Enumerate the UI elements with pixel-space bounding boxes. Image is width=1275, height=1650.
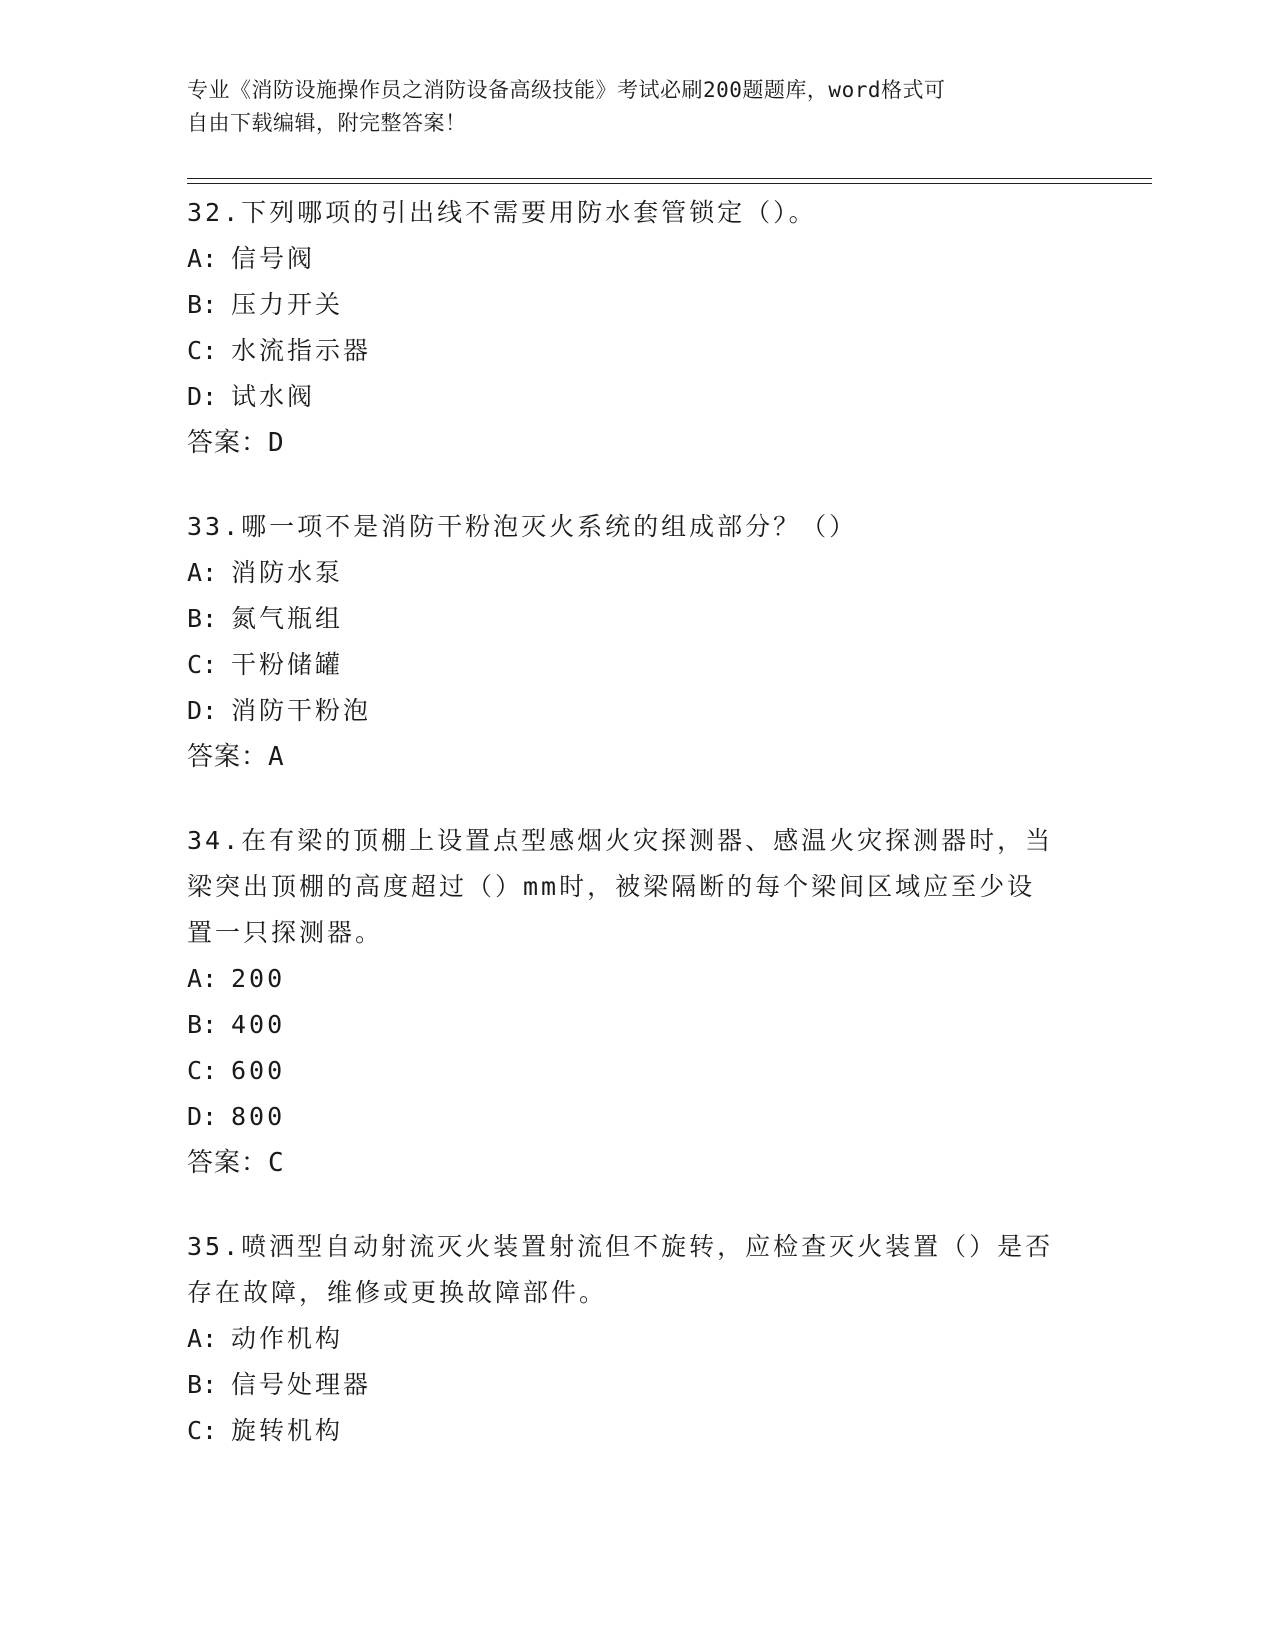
option-letter: D: <box>187 382 218 411</box>
option-text: 消防干粉泡 <box>231 696 372 725</box>
option-letter: C: <box>187 336 218 365</box>
question-32 <box>187 190 1067 466</box>
option-b <box>187 282 1067 328</box>
option-c <box>187 1408 1067 1454</box>
option-d <box>187 1094 1067 1140</box>
option-d <box>187 374 1067 420</box>
option-b <box>187 1002 1067 1048</box>
question-text-continued: 置一只探测器。 <box>187 918 384 947</box>
question-33 <box>187 504 1067 780</box>
answer-line: 答案：D <box>187 428 285 458</box>
option-a <box>187 236 1067 282</box>
option-letter: C: <box>187 650 218 679</box>
option-text: 干粉储罐 <box>231 650 344 679</box>
option-b <box>187 596 1067 642</box>
header-divider-top <box>187 178 1152 179</box>
question-34 <box>187 818 1067 1186</box>
option-d <box>187 688 1067 734</box>
option-letter: A: <box>187 244 218 273</box>
option-text: 信号处理器 <box>231 1370 372 1399</box>
option-text: 动作机构 <box>231 1324 344 1353</box>
header-divider-bottom <box>187 183 1152 184</box>
question-list <box>187 190 1067 1492</box>
option-text: 消防水泵 <box>231 558 344 587</box>
question-text-continued: 梁突出顶棚的高度超过（）mm时，被梁隔断的每个梁间区域应至少设 <box>187 872 1036 901</box>
option-letter: C: <box>187 1416 218 1445</box>
option-letter: B: <box>187 1010 218 1039</box>
question-text: 34.在有梁的顶棚上设置点型感烟火灾探测器、感温火灾探测器时，当 <box>187 826 1054 855</box>
header-intro-line-1: 专业《消防设施操作员之消防设备高级技能》考试必刷200题题库，word格式可 <box>187 78 946 102</box>
option-text: 压力开关 <box>231 290 344 319</box>
option-letter: D: <box>187 1102 218 1131</box>
option-b <box>187 1362 1067 1408</box>
option-letter: A: <box>187 558 218 587</box>
question-35 <box>187 1224 1067 1454</box>
option-c <box>187 1048 1067 1094</box>
option-a <box>187 550 1067 596</box>
option-a <box>187 1316 1067 1362</box>
question-text: 33.哪一项不是消防干粉泡灭火系统的组成部分？（） <box>187 512 858 541</box>
option-c <box>187 328 1067 374</box>
option-c <box>187 642 1067 688</box>
option-letter: B: <box>187 604 218 633</box>
header-intro-line-2: 自由下载编辑，附完整答案！ <box>187 111 467 135</box>
answer-line: 答案：C <box>187 1148 285 1178</box>
option-letter: C: <box>187 1056 218 1085</box>
option-text: 800 <box>231 1102 286 1131</box>
option-text: 氮气瓶组 <box>231 604 344 633</box>
option-letter: B: <box>187 290 218 319</box>
question-text-continued: 存在故障，维修或更换故障部件。 <box>187 1278 608 1307</box>
question-text: 32.下列哪项的引出线不需要用防水套管锁定（）。 <box>187 198 817 227</box>
question-text: 35.喷洒型自动射流灭火装置射流但不旋转，应检查灭火装置（）是否 <box>187 1232 1054 1261</box>
option-text: 水流指示器 <box>231 336 372 365</box>
option-text: 600 <box>231 1056 286 1085</box>
option-letter: A: <box>187 964 218 993</box>
option-text: 400 <box>231 1010 286 1039</box>
option-letter: B: <box>187 1370 218 1399</box>
answer-line: 答案：A <box>187 742 285 772</box>
option-text: 旋转机构 <box>231 1416 344 1445</box>
option-a <box>187 956 1067 1002</box>
option-text: 信号阀 <box>231 244 316 273</box>
option-text: 200 <box>231 964 286 993</box>
option-letter: A: <box>187 1324 218 1353</box>
document-header <box>187 74 1067 140</box>
option-letter: D: <box>187 696 218 725</box>
option-text: 试水阀 <box>231 382 316 411</box>
